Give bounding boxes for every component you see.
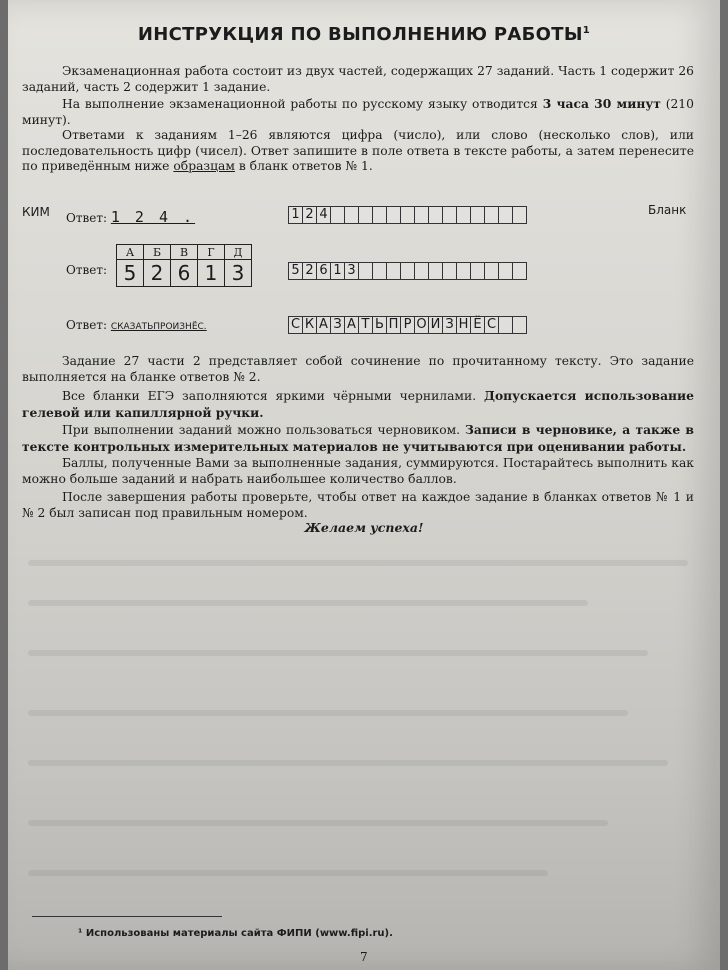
- samples-link: образцам: [173, 159, 235, 173]
- body-p5-bold: Допускается использование гелевой или капиллярной ручки.: [22, 388, 694, 420]
- body-p4-text: Задание 27 части 2 представляет собой сочинение по прочитанному тексту. Это задание выполняется на бланке ответов № 2.: [22, 354, 694, 384]
- answer-cell: 3: [344, 262, 359, 280]
- grid-header-cell: Г: [198, 245, 225, 260]
- answer-cell: [358, 206, 373, 224]
- bleed-through-line: [28, 650, 648, 656]
- answer-cell: [498, 206, 513, 224]
- answer-cell: [386, 262, 401, 280]
- answer-cell: А: [316, 316, 331, 334]
- bleed-through-line: [28, 870, 548, 876]
- example-2-answer-label: Ответ:: [66, 263, 108, 277]
- blank-label: Бланк: [648, 203, 687, 217]
- answer-cell: [372, 206, 387, 224]
- answer-cell: Ь: [372, 316, 387, 334]
- answer-cell: 1: [288, 206, 303, 224]
- body-p5-text: Все бланки ЕГЭ заполняются яркими чёрными чернилами.: [62, 389, 477, 403]
- answer-cell: [512, 262, 527, 280]
- answer-cell: [372, 262, 387, 280]
- answer-cell: [414, 262, 429, 280]
- grid-value-cell: 6: [171, 260, 198, 287]
- bleed-through-line: [28, 710, 628, 716]
- answer-cell: 5: [288, 262, 303, 280]
- body-paragraph-5: [22, 388, 694, 421]
- grid-header-cell: Б: [144, 245, 171, 260]
- answer-cell: Ё: [470, 316, 485, 334]
- answer-cell: [512, 206, 527, 224]
- intro-paragraph-1: [22, 64, 694, 95]
- answer-cell: [330, 206, 345, 224]
- answer-cell: П: [386, 316, 401, 334]
- example-1-cells: [288, 206, 526, 224]
- answer-cell: З: [442, 316, 457, 334]
- answer-cell: [344, 206, 359, 224]
- page-title: [8, 24, 720, 45]
- answer-cell: 2: [302, 262, 317, 280]
- intro-paragraph-3: [22, 128, 694, 175]
- answer-cell: [428, 262, 443, 280]
- grid-header-row: [117, 245, 252, 260]
- answer-cell: С: [288, 316, 303, 334]
- answer-cell: [498, 262, 513, 280]
- grid-value-cell: 5: [117, 260, 144, 287]
- grid-header-cell: Д: [225, 245, 252, 260]
- example-3-cells: [288, 316, 526, 334]
- body-p6-bold: Записи в черновике, а также в тексте контрольных измерительных материалов не учитываются при оценивании работы.: [22, 422, 694, 454]
- answer-cell: [456, 206, 471, 224]
- intro-p3-text: Ответами к заданиям 1–26 являются цифра (число), или слово (несколько слов), или последовательность цифр (чисел). Ответ запишите в поле ответа в тексте работы, а затем перенесите по приведённым ниже: [22, 128, 694, 173]
- answer-cell: С: [484, 316, 499, 334]
- body-paragraph-4: [22, 354, 694, 385]
- intro-p2-duration: 3 часа 30 минут: [542, 96, 661, 111]
- answer-cell: [400, 262, 415, 280]
- answer-cell: 1: [330, 262, 345, 280]
- answer-cell: [442, 262, 457, 280]
- answer-cell: [358, 262, 373, 280]
- page-number: 7: [360, 950, 368, 964]
- answer-cell: А: [344, 316, 359, 334]
- answer-cell: [386, 206, 401, 224]
- body-paragraph-8: [22, 490, 694, 521]
- intro-p2-minutes: (210 минут).: [22, 97, 694, 127]
- answer-label: Ответ:: [66, 318, 108, 332]
- answer-cell: [484, 206, 499, 224]
- answer-cell: [428, 206, 443, 224]
- body-p7-text: Баллы, полученные Вами за выполненные задания, суммируются. Постарайтесь выполнить как можно больше заданий и набрать наибольшее количество баллов.: [22, 456, 694, 486]
- answer-cell: [400, 206, 415, 224]
- page: [8, 0, 720, 970]
- intro-paragraph-2: [22, 96, 694, 128]
- answer-cell: [442, 206, 457, 224]
- footnote: ¹ Использованы материалы сайта ФИПИ (www.fipi.ru).: [78, 928, 393, 939]
- answer-cell: [484, 262, 499, 280]
- title-text: ИНСТРУКЦИЯ ПО ВЫПОЛНЕНИЮ РАБОТЫ: [137, 24, 583, 45]
- answer-cell: Р: [400, 316, 415, 334]
- grid-value-cell: 2: [144, 260, 171, 287]
- bleed-through-line: [28, 820, 608, 826]
- answer-cell: З: [330, 316, 345, 334]
- answer-cell: К: [302, 316, 317, 334]
- footnote-mark: 1: [582, 25, 591, 36]
- answer-cell: [414, 206, 429, 224]
- example-1-handwritten: 1 2 4 .: [110, 208, 196, 226]
- body-p8-text: После завершения работы проверьте, чтобы ответ на каждое задание в бланках ответов № 1 и № 2 был записан под правильным номером.: [22, 490, 694, 520]
- answer-cell: 6: [316, 262, 331, 280]
- body-paragraph-6: [22, 422, 694, 455]
- example-2-grid: [116, 244, 252, 287]
- body-paragraph-7: [22, 456, 694, 487]
- bleed-through-line: [28, 760, 668, 766]
- body-p6-text: При выполнении заданий можно пользоваться черновиком.: [62, 423, 461, 437]
- footnote-rule: [32, 916, 222, 917]
- kim-label: КИМ: [22, 205, 50, 219]
- closing-wish: Желаем успеха!: [304, 520, 424, 535]
- answer-cell: 2: [302, 206, 317, 224]
- example-1-answer: [66, 208, 195, 226]
- answer-cell: И: [428, 316, 443, 334]
- bleed-through-line: [28, 600, 588, 606]
- answer-cell: [470, 262, 485, 280]
- answer-cell: [498, 316, 513, 334]
- grid-header-cell: В: [171, 245, 198, 260]
- example-2-cells: [288, 262, 526, 280]
- answer-cell: [512, 316, 527, 334]
- answer-cell: Т: [358, 316, 373, 334]
- answer-label: Ответ:: [66, 211, 108, 225]
- grid-value-cell: 1: [198, 260, 225, 287]
- example-3-answer: [66, 318, 207, 332]
- answer-cell: [470, 206, 485, 224]
- grid-header-cell: А: [117, 245, 144, 260]
- grid-values-row: [117, 260, 252, 287]
- answer-cell: 4: [316, 206, 331, 224]
- answer-cell: О: [414, 316, 429, 334]
- intro-p3-end: в бланк ответов № 1.: [238, 159, 373, 173]
- intro-p2-text: На выполнение экзаменационной работы по русскому языку отводится: [62, 97, 538, 111]
- intro-p1-text: Экзаменационная работа состоит из двух частей, содержащих 27 заданий. Часть 1 содержит 26 заданий, часть 2 содержит 1 задание.: [22, 64, 694, 94]
- answer-cell: [456, 262, 471, 280]
- bleed-through-line: [28, 560, 688, 566]
- answer-cell: Н: [456, 316, 471, 334]
- example-3-handwritten: СКАЗАТЬПРОИЗНЁС.: [110, 322, 207, 332]
- grid-value-cell: 3: [225, 260, 252, 287]
